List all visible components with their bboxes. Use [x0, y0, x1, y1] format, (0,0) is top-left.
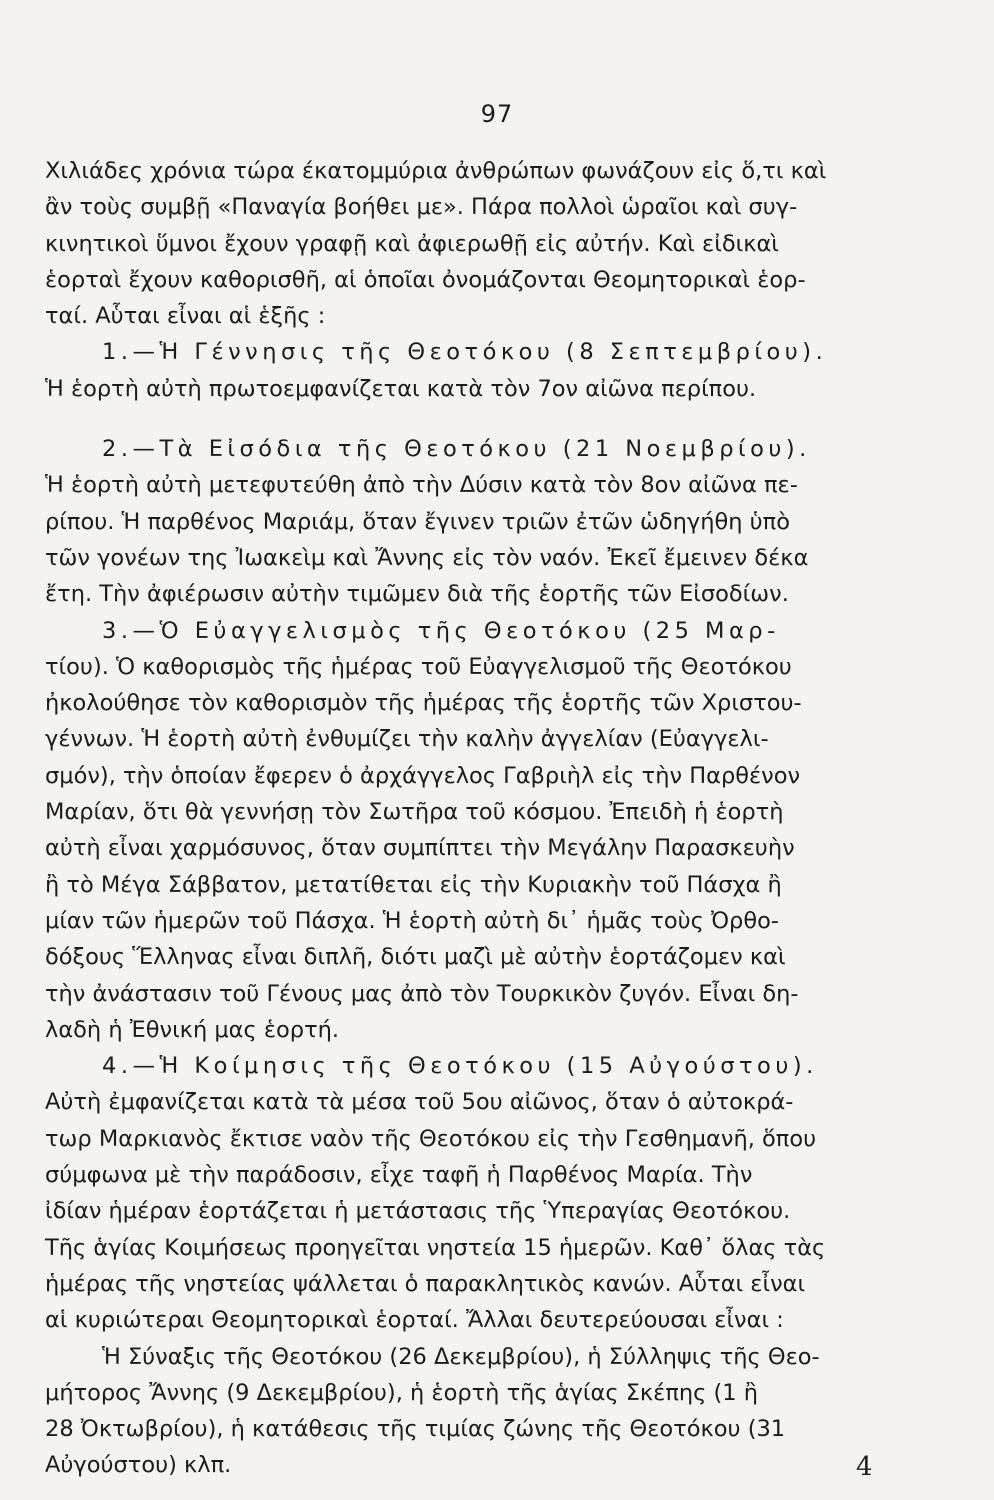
- text-line: Αὐτὴ ἐμφανίζεται κατὰ τὰ μέσα τοῦ 5ου αἰῶνος, ὅταν ὁ αὐτοκρά-: [45, 1089, 794, 1116]
- text-line: Ἡ ἑορτὴ αὐτὴ μετεφυτεύθη ἀπὸ τὴν Δύσιν κατὰ τὸν 8ον αἰῶνα πε-: [45, 472, 798, 499]
- section-heading-4: 4.—Ἡ Κοίμησις τῆς Θεοτόκου (15 Αὐγούστου).: [102, 1053, 818, 1080]
- section-heading-2: 2.—Τὰ Εἰσόδια τῆς Θεοτόκου (21 Νοεμβρίου).: [102, 436, 811, 463]
- text-line: ρίπου. Ἡ παρθένος Μαριάμ, ὅταν ἔγινεν τριῶν ἐτῶν ὡδηγήθη ὑπὸ: [45, 508, 790, 535]
- text-line: αὐτὴ εἶναι χαρμόσυνος, ὅταν συμπίπτει τὴν Μεγάλην Παρασκευὴν: [45, 835, 795, 862]
- text-line: ἔτη. Τὴν ἀφιέρωσιν αὐτὴν τιμῶμεν διὰ τῆς ἑορτῆς τῶν Εἰσοδίων.: [45, 581, 789, 608]
- text-line: Χιλιάδες χρόνια τώρα έκατομμύρια ἀνθρώπων φωνάζουν εἰς ὅ,τι καὶ: [45, 158, 827, 184]
- text-line: ἑορταὶ ἔχουν καθορισθῆ, αἱ ὁποῖαι ὀνομάζονται Θεομητορικαὶ ἑορ-: [45, 266, 806, 293]
- text-line: ἰδίαν ἡμέραν ἑορτάζεται ἡ μετάστασις τῆς Ὑπεραγίας Θεοτόκου.: [45, 1198, 791, 1225]
- signature-mark: 4: [856, 1452, 873, 1482]
- text-line: ἡμέρας τῆς νηστείας ψάλλεται ὁ παρακλητικὸς κανών. Αὗται εἶναι: [45, 1270, 806, 1297]
- text-line: τωρ Μαρκιανὸς ἔκτισε ναὸν τῆς Θεοτόκου εἰς τὴν Γεσθημανῆ, ὅπου: [45, 1125, 817, 1152]
- text-line: Ἡ Σύναξις τῆς Θεοτόκου (26 Δεκεμβρίου), ἡ Σύλληψις τῆς Θεο-: [102, 1343, 820, 1370]
- section-heading-1: 1.—Ἡ Γέννησις τῆς Θεοτόκου (8 Σεπτεμβρίου).: [102, 339, 828, 366]
- text-line: σύμφωνα μὲ τὴν παράδοσιν, εἶχε ταφῆ ἡ Παρθένος Μαρία. Τὴν: [45, 1162, 753, 1189]
- text-line: γέννων. Ἡ ἑορτὴ αὐτὴ ἐνθυμίζει τὴν καλὴν ἀγγελίαν (Εὐαγγελι-: [45, 726, 769, 753]
- section-heading-3: 3.—Ὁ Εὐαγγελισμὸς τῆς Θεοτόκου (25 Μαρ-: [102, 617, 780, 644]
- body-text: [45, 153, 867, 1484]
- text-line: δόξους Ἕλληνας εἶναι διπλῆ, διότι μαζὶ μὲ αὐτὴν ἑορτάζομεν καὶ: [45, 944, 786, 971]
- text-line: 28 Ὀκτωβρίου), ἡ κατάθεσις τῆς τιμίας ζώνης τῆς Θεοτόκου (31: [45, 1416, 786, 1443]
- text-line: μήτορος Ἄννης (9 Δεκεμβρίου), ἡ ἑορτὴ τῆς ἁγίας Σκέπης (1 ἢ: [45, 1379, 759, 1406]
- text-line: σμόν), τὴν ὁποίαν ἔφερεν ὁ ἀρχάγγελος Γαβριὴλ εἰς τὴν Παρθένον: [45, 762, 801, 789]
- text-line: αἱ κυριώτεραι Θεομητορικαὶ ἑορταί. Ἄλλαι δευτερεύουσαι εἶναι :: [45, 1307, 784, 1334]
- page-number: 97: [480, 100, 514, 128]
- text-line: ἢ τὸ Μέγα Σάββατον, μετατίθεται εἰς τὴν Κυριακὴν τοῦ Πάσχα ἢ: [45, 871, 782, 898]
- text-line: ἠκολούθησε τὸν καθορισμὸν τῆς ἡμέρας τῆς ἑορτῆς τῶν Χριστου-: [45, 690, 802, 717]
- text-line: τὴν ἀνάστασιν τοῦ Γένους μας ἀπὸ τὸν Τουρκικὸν ζυγόν. Εἶναι δη-: [45, 980, 799, 1007]
- text-line: μίαν τῶν ἡμερῶν τοῦ Πάσχα. Ἡ ἑορτὴ αὐτὴ δι᾽ ἡμᾶς τοὺς Ὀρθο-: [45, 907, 779, 934]
- text-line: τίου). Ὁ καθορισμὸς τῆς ἡμέρας τοῦ Εὐαγγελισμοῦ τῆς Θεοτόκου: [45, 653, 792, 680]
- text-line: Μαρίαν, ὅτι θὰ γεννήσῃ τὸν Σωτῆρα τοῦ κόσμου. Ἐπειδὴ ἡ ἑορτὴ: [45, 799, 784, 826]
- text-line: τῶν γονέων της Ἰωακεὶμ καὶ Ἄννης εἰς τὸν ναόν. Ἐκεῖ ἔμεινεν δέκα: [45, 544, 809, 571]
- text-line: Τῆς ἁγίας Κοιμήσεως προηγεῖται νηστεία 15 ἡμερῶν. Καθ᾽ ὅλας τὰς: [45, 1234, 826, 1261]
- text-line: Αὐγούστου) κλπ.: [45, 1452, 232, 1479]
- text-line: ἂν τοὺς συμβῇ «Παναγία βοήθει με». Πάρα πολλοὶ ὡραῖοι καὶ συγ-: [45, 194, 798, 221]
- text-line: Ἡ ἑορτὴ αὐτὴ πρωτοεμφανίζεται κατὰ τὸν 7ον αἰῶνα περίπου.: [45, 375, 757, 402]
- text-line: ταί. Αὗται εἶναι αἱ ἑξῆς :: [45, 303, 326, 330]
- text-line: λαδὴ ἡ Ἐθνική μας ἑορτή.: [45, 1016, 340, 1043]
- text-line: κινητικοὶ ὕμνοι ἔχουν γραφῇ καὶ ἀφιερωθῇ εἰς αὐτήν. Καὶ εἰδικαὶ: [45, 230, 779, 257]
